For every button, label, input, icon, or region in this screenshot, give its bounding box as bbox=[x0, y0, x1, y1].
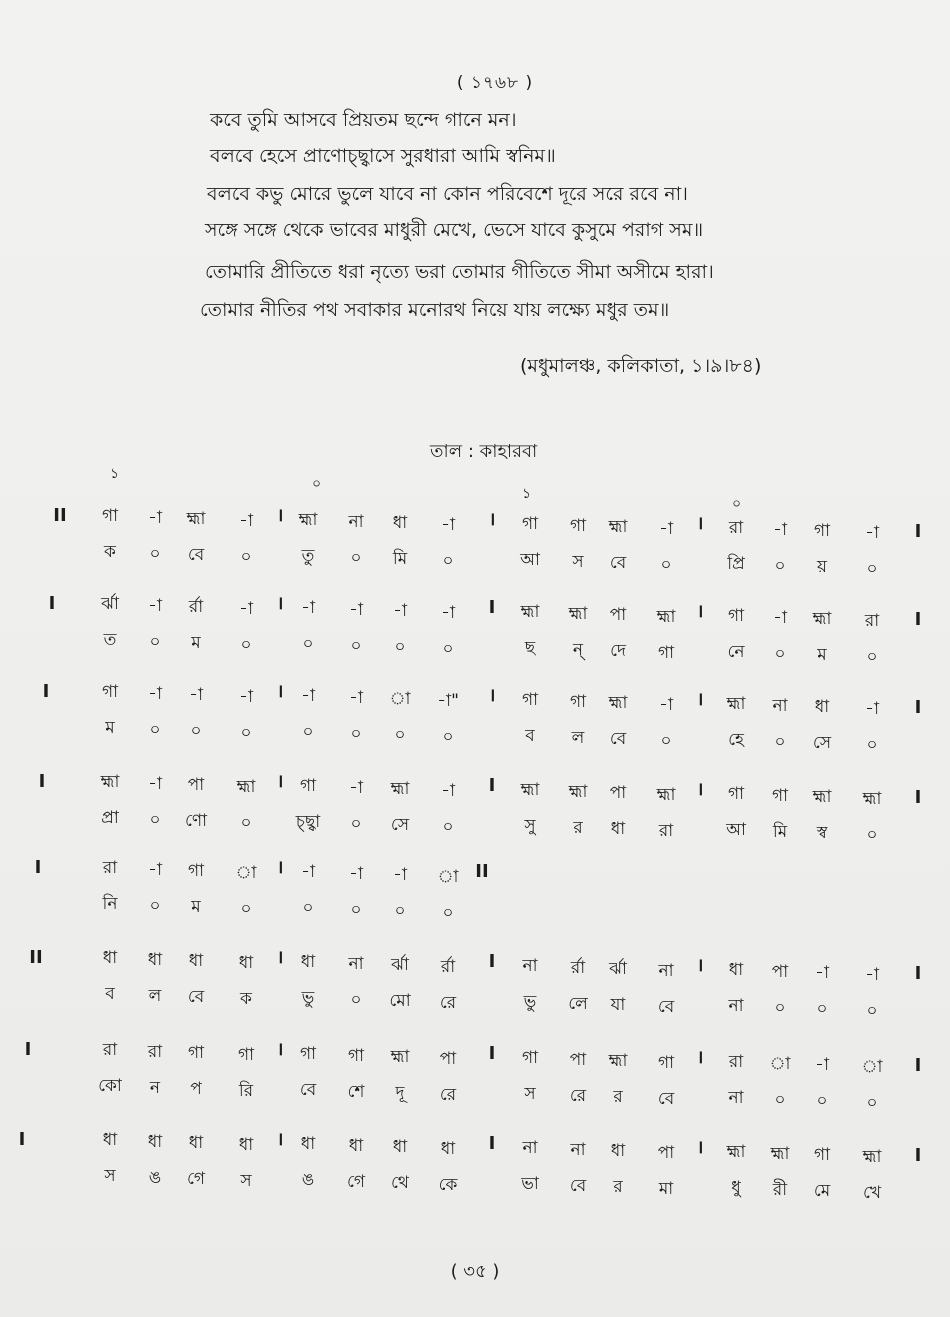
syllable: ০ bbox=[302, 898, 314, 918]
lyric-line-6: তোমার নীতির পথ সবাকার মনোরথ নিয়ে যায় লক্ষ্যে মধুর তম॥ bbox=[200, 299, 670, 321]
note: গা bbox=[347, 1045, 365, 1066]
measure-bar: । bbox=[488, 509, 496, 530]
note: পা bbox=[771, 961, 789, 982]
syllable: ল bbox=[571, 727, 585, 748]
note: গা bbox=[521, 514, 539, 534]
beat-mark-2: ০ bbox=[312, 476, 322, 492]
syllable: ল bbox=[148, 985, 162, 1006]
syllable: ০ bbox=[816, 1091, 828, 1111]
note: পা bbox=[657, 1142, 675, 1163]
note: গা bbox=[187, 1043, 205, 1063]
syllable: ম bbox=[105, 718, 115, 738]
lyric-line-5: তোমারি প্রীতিতে ধরা নৃত্যে ভরা তোমার গীতিতে সীমা অসীমে হারা। bbox=[205, 261, 714, 283]
note: -া bbox=[148, 595, 162, 616]
syllable: রে bbox=[439, 1084, 457, 1105]
syllable: চ্ছ্বা bbox=[295, 812, 321, 832]
note: হ্মা bbox=[726, 1142, 746, 1162]
syllable: ০ bbox=[350, 899, 362, 920]
syllable: গা bbox=[657, 642, 675, 663]
note: গা bbox=[299, 1044, 317, 1064]
measure-bar: । bbox=[696, 689, 704, 710]
note: গা bbox=[521, 690, 539, 710]
note: -া bbox=[659, 518, 673, 539]
note: -া bbox=[349, 599, 363, 620]
note: না bbox=[522, 1138, 538, 1158]
syllable: ০ bbox=[350, 723, 362, 744]
note: হ্মা bbox=[608, 693, 628, 713]
syllable: ০ bbox=[774, 997, 786, 1018]
syllable: স bbox=[104, 1166, 116, 1186]
syllable: ০ bbox=[240, 722, 252, 743]
note: রা bbox=[728, 518, 744, 538]
note: হ্মা bbox=[656, 606, 676, 627]
end-bar: II bbox=[475, 861, 489, 882]
note: র্রা bbox=[188, 597, 204, 617]
note: হ্মা bbox=[568, 781, 588, 802]
note: রা bbox=[864, 610, 880, 631]
note: া bbox=[437, 866, 459, 887]
measure-bar: । bbox=[276, 1039, 284, 1060]
syllable: ০ bbox=[149, 895, 161, 916]
syllable: ০ bbox=[442, 816, 454, 837]
end-bar: I bbox=[914, 963, 922, 984]
note: রা bbox=[102, 1040, 118, 1060]
note: ধা bbox=[188, 951, 204, 971]
syllable: ০ bbox=[350, 547, 362, 568]
note: গা bbox=[727, 606, 745, 626]
note: হ্মা bbox=[520, 602, 540, 622]
syllable: রী bbox=[772, 1179, 788, 1200]
note: -া" bbox=[437, 690, 459, 711]
syllable: ০ bbox=[816, 999, 828, 1019]
note: -া bbox=[865, 698, 879, 719]
note: গা bbox=[237, 1044, 255, 1065]
note: ধা bbox=[300, 1134, 316, 1154]
syllable: র bbox=[613, 1177, 623, 1197]
syllable: হে bbox=[728, 730, 744, 750]
note: -া bbox=[393, 865, 407, 885]
syllable: ০ bbox=[866, 734, 878, 755]
syllable: প্রি bbox=[727, 554, 745, 574]
end-bar: I bbox=[914, 1145, 922, 1166]
syllable: ০ bbox=[442, 902, 454, 923]
note: -া bbox=[349, 777, 363, 798]
syllable: বে bbox=[609, 553, 627, 573]
note: না bbox=[348, 511, 364, 532]
note: -া bbox=[441, 602, 455, 623]
syllable: ক bbox=[104, 542, 116, 562]
note: ধা bbox=[102, 1130, 118, 1150]
note: হ্মা bbox=[656, 784, 676, 805]
beat-mark-1: ১ bbox=[110, 466, 120, 482]
measure-bar: I bbox=[488, 597, 496, 618]
note: -া bbox=[393, 601, 407, 621]
syllable: ০ bbox=[866, 646, 878, 667]
note: -া bbox=[441, 780, 455, 801]
syllable: ভু bbox=[301, 988, 315, 1008]
note: -া bbox=[301, 598, 315, 618]
note: ধা bbox=[147, 949, 163, 970]
syllable: কে bbox=[438, 1174, 458, 1195]
syllable: ০ bbox=[240, 634, 252, 655]
syllable: ন্ bbox=[572, 639, 584, 660]
note: ধা bbox=[238, 1134, 254, 1155]
syllable: ০ bbox=[302, 722, 314, 742]
note: হ্মা bbox=[390, 1047, 410, 1067]
syllable: লে bbox=[568, 993, 588, 1014]
note: গা bbox=[657, 1052, 675, 1073]
note: া bbox=[861, 1056, 883, 1077]
measure-bar: । bbox=[696, 779, 704, 800]
syllable: শে bbox=[347, 1081, 365, 1102]
syllable: বে bbox=[657, 996, 675, 1017]
measure-bar: । bbox=[696, 955, 704, 976]
note: গা bbox=[813, 1145, 831, 1165]
note: র্ঝা bbox=[609, 959, 627, 979]
measure-bar: । bbox=[696, 1047, 704, 1068]
note: গা bbox=[187, 861, 205, 881]
syllable: ০ bbox=[442, 726, 454, 747]
measure-bar: I bbox=[488, 1133, 496, 1154]
start-bar: I bbox=[48, 593, 56, 614]
note: র্রা bbox=[440, 956, 456, 977]
note: না bbox=[522, 956, 538, 976]
syllable: নে bbox=[727, 642, 745, 662]
syllable: বে bbox=[657, 1088, 675, 1109]
measure-bar: । bbox=[276, 771, 284, 792]
syllable: সু bbox=[524, 816, 536, 836]
syllable: ০ bbox=[866, 1000, 878, 1021]
syllable: ০ bbox=[866, 1092, 878, 1113]
taal-heading: তাল : কাহারবা bbox=[430, 441, 538, 462]
syllable: ০ bbox=[774, 731, 786, 752]
lyric-line-4: সঙ্গে সঙ্গে থেকে ভাবের মাধুরী মেখে, ভেসে যাবে কুসুমে পরাগ সম॥ bbox=[205, 219, 704, 241]
note: গা bbox=[101, 506, 119, 526]
beat-mark-3: ১ bbox=[522, 486, 532, 502]
syllable: তু bbox=[301, 546, 315, 566]
note: না bbox=[772, 695, 788, 716]
note: হ্মা bbox=[390, 779, 410, 799]
note: ধা bbox=[392, 513, 408, 533]
syllable: মা bbox=[658, 1178, 674, 1199]
note: গা bbox=[813, 521, 831, 541]
syllable: রি bbox=[238, 1080, 254, 1101]
syllable: ০ bbox=[394, 901, 406, 921]
syllable: মো bbox=[389, 991, 411, 1011]
syllable: ০ bbox=[660, 554, 672, 575]
syllable: ব bbox=[525, 726, 535, 746]
syllable: বে bbox=[299, 1080, 317, 1100]
syllable: মে bbox=[813, 1181, 831, 1201]
note: র্ঝা bbox=[101, 594, 119, 614]
note: -া bbox=[349, 687, 363, 708]
syllable: র bbox=[573, 817, 583, 838]
syllable: থে bbox=[391, 1173, 409, 1193]
syllable: গে bbox=[186, 1169, 206, 1189]
note: -া bbox=[148, 683, 162, 704]
note: -া bbox=[865, 964, 879, 985]
syllable: স্ব bbox=[816, 823, 828, 843]
measure-bar: । bbox=[276, 947, 284, 968]
syllable: ম bbox=[191, 633, 201, 653]
beat-mark-4: ০ bbox=[732, 496, 742, 512]
syllable: ০ bbox=[442, 550, 454, 571]
note: গা bbox=[569, 515, 587, 536]
syllable: না bbox=[728, 1088, 744, 1108]
syllable: ভা bbox=[521, 1174, 539, 1194]
measure-bar: । bbox=[696, 513, 704, 534]
measure-bar: । bbox=[488, 685, 496, 706]
syllable: ০ bbox=[302, 634, 314, 654]
syllable: ০ bbox=[774, 555, 786, 576]
syllable: ণো bbox=[184, 811, 208, 831]
measure-bar: । bbox=[696, 601, 704, 622]
measure-bar: I bbox=[488, 951, 496, 972]
note: হ্মা bbox=[608, 517, 628, 537]
measure-bar: । bbox=[276, 1129, 284, 1150]
start-bar: II bbox=[29, 947, 43, 968]
syllable: বে bbox=[187, 987, 205, 1007]
note: হ্মা bbox=[186, 509, 206, 529]
syllable: ন bbox=[149, 1077, 161, 1098]
note: গা bbox=[771, 785, 789, 806]
note: -া bbox=[865, 522, 879, 543]
note: -া bbox=[148, 773, 162, 794]
syllable: মি bbox=[772, 821, 788, 842]
measure-bar: । bbox=[276, 593, 284, 614]
syllable: র bbox=[613, 1087, 623, 1107]
start-bar: I bbox=[42, 681, 50, 702]
note: র্ঝা bbox=[391, 955, 409, 975]
syllable: ঙ bbox=[148, 1167, 162, 1188]
syllable: ০ bbox=[350, 635, 362, 656]
syllable: ০ bbox=[240, 546, 252, 567]
note: রা bbox=[102, 858, 118, 878]
syllable: আ bbox=[520, 550, 540, 570]
syllable: ০ bbox=[149, 543, 161, 564]
note: হ্মা bbox=[520, 780, 540, 800]
start-bar: I bbox=[34, 857, 42, 878]
syllable: য় bbox=[816, 557, 828, 577]
syllable: স bbox=[524, 1084, 536, 1104]
start-bar: II bbox=[53, 505, 67, 526]
note: ধা bbox=[188, 1133, 204, 1153]
measure-bar: I bbox=[488, 775, 496, 796]
syllable: সে bbox=[812, 733, 832, 753]
syllable: ০ bbox=[394, 637, 406, 657]
start-bar: I bbox=[18, 1129, 26, 1150]
syllable: স bbox=[240, 1170, 252, 1191]
syllable: নি bbox=[102, 894, 118, 914]
syllable: দে bbox=[610, 641, 626, 661]
start-bar: I bbox=[24, 1039, 32, 1060]
note: -া bbox=[301, 862, 315, 882]
note: গা bbox=[299, 776, 317, 796]
end-bar: I bbox=[914, 697, 922, 718]
syllable: কো bbox=[98, 1076, 122, 1096]
syllable: ০ bbox=[866, 824, 878, 845]
note: পা bbox=[609, 605, 627, 625]
note: -া bbox=[773, 519, 787, 540]
note: হ্মা bbox=[236, 776, 256, 797]
note: র্রা bbox=[570, 957, 586, 978]
note: -া bbox=[148, 859, 162, 880]
note: া bbox=[389, 689, 411, 709]
note: হ্মা bbox=[862, 1146, 882, 1167]
note: গা bbox=[521, 1048, 539, 1068]
note: ধা bbox=[392, 1137, 408, 1157]
syllable: ০ bbox=[350, 989, 362, 1010]
note: -া bbox=[301, 686, 315, 706]
note: ধা bbox=[440, 1138, 456, 1159]
measure-bar: । bbox=[696, 1137, 704, 1158]
syllable: না bbox=[728, 996, 744, 1016]
note: -া bbox=[239, 510, 253, 531]
syllable: প bbox=[190, 1079, 202, 1099]
page-number: ( ৩৫ ) bbox=[450, 1261, 500, 1282]
note: ধা bbox=[610, 1141, 626, 1161]
syllable: ধু bbox=[731, 1178, 741, 1198]
note: গা bbox=[569, 691, 587, 712]
syllable: ০ bbox=[190, 721, 202, 741]
syllable: সে bbox=[390, 815, 410, 835]
note: -া bbox=[239, 686, 253, 707]
end-bar: I bbox=[914, 1055, 922, 1076]
end-bar: I bbox=[914, 609, 922, 630]
note: পা bbox=[569, 1049, 587, 1070]
note: হ্মা bbox=[726, 694, 746, 714]
note: ধা bbox=[300, 952, 316, 972]
syllable: খে bbox=[862, 1182, 882, 1203]
note: -া bbox=[815, 963, 829, 983]
measure-bar: । bbox=[276, 505, 284, 526]
note: -া bbox=[441, 514, 455, 535]
note: হ্মা bbox=[812, 609, 832, 629]
syllable: ধা bbox=[610, 819, 626, 839]
note: হ্মা bbox=[568, 603, 588, 624]
start-bar: I bbox=[38, 771, 46, 792]
syllable: ভু bbox=[523, 992, 537, 1012]
note: -া bbox=[349, 863, 363, 884]
syllable: ০ bbox=[240, 812, 252, 833]
note: -া bbox=[148, 507, 162, 528]
syllable: ০ bbox=[660, 730, 672, 751]
note: পা bbox=[187, 775, 205, 795]
end-bar: I bbox=[914, 521, 922, 542]
note: গা bbox=[727, 784, 745, 804]
note: ধা bbox=[348, 1135, 364, 1156]
syllable: বে bbox=[569, 1175, 587, 1196]
note: -া bbox=[815, 1055, 829, 1075]
lyric-line-2: বলবে হেসে প্রাণোচ্ছ্বাসে সুরধারা আমি স্বনিম॥ bbox=[210, 145, 556, 167]
note: রা bbox=[147, 1041, 163, 1062]
note: পা bbox=[439, 1048, 457, 1069]
syllable: ০ bbox=[394, 725, 406, 745]
syllable: ০ bbox=[149, 631, 161, 652]
syllable: ০ bbox=[149, 719, 161, 740]
syllable: স bbox=[572, 551, 584, 572]
note: ধা bbox=[147, 1131, 163, 1152]
syllable: ০ bbox=[442, 638, 454, 659]
measure-bar: I bbox=[488, 1043, 496, 1064]
note: হ্মা bbox=[298, 510, 318, 530]
note: হ্মা bbox=[862, 788, 882, 809]
note: না bbox=[570, 1139, 586, 1160]
note: া bbox=[769, 1053, 791, 1074]
note: -া bbox=[189, 685, 203, 705]
syllable: গে bbox=[346, 1171, 366, 1192]
note: -া bbox=[239, 598, 253, 619]
attribution: (মধুমালঞ্চ, কলিকাতা, ১।৯।৮৪) bbox=[520, 355, 762, 377]
syllable: রা bbox=[658, 820, 674, 841]
syllable: ০ bbox=[866, 558, 878, 579]
note: ধা bbox=[814, 697, 830, 717]
syllable: মি bbox=[392, 549, 408, 569]
note: পা bbox=[609, 783, 627, 803]
note: া bbox=[235, 862, 257, 883]
end-bar: I bbox=[914, 787, 922, 808]
syllable: ০ bbox=[350, 813, 362, 834]
note: ধা bbox=[102, 948, 118, 968]
note: গা bbox=[101, 682, 119, 702]
syllable: আ bbox=[726, 820, 746, 840]
lyric-line-3: বলবে কভু মোরে ভুলে যাবে না কোন পরিবেশে দূরে সরে রবে না। bbox=[207, 183, 688, 205]
note: -া bbox=[659, 694, 673, 715]
syllable: ক bbox=[240, 988, 252, 1009]
song-number: ( ১৭৬৮ ) bbox=[456, 73, 534, 93]
syllable: ত bbox=[103, 630, 117, 650]
syllable: প্রা bbox=[101, 808, 119, 828]
note: ধা bbox=[728, 960, 744, 980]
note: -া bbox=[773, 607, 787, 628]
syllable: ম bbox=[191, 897, 201, 917]
syllable: রে bbox=[569, 1085, 587, 1106]
note: হ্মা bbox=[100, 772, 120, 792]
syllable: বে bbox=[187, 545, 205, 565]
syllable: ০ bbox=[774, 643, 786, 664]
note: হ্মা bbox=[608, 1051, 628, 1071]
note: ধা bbox=[238, 952, 254, 973]
measure-bar: । bbox=[276, 857, 284, 878]
syllable: ব bbox=[105, 984, 115, 1004]
note: না bbox=[658, 960, 674, 981]
note: হ্মা bbox=[812, 787, 832, 807]
syllable: ছ bbox=[524, 638, 536, 658]
lyric-line-1: কবে তুমি আসবে প্রিয়তম ছন্দে গানে মন। bbox=[210, 109, 517, 131]
syllable: রে bbox=[439, 992, 457, 1013]
syllable: বে bbox=[609, 729, 627, 749]
syllable: ০ bbox=[774, 1089, 786, 1110]
syllable: যা bbox=[610, 995, 626, 1015]
syllable: ম bbox=[817, 645, 827, 665]
syllable: দূ bbox=[395, 1083, 405, 1103]
measure-bar: । bbox=[276, 681, 284, 702]
note: রা bbox=[728, 1052, 744, 1072]
syllable: ০ bbox=[149, 809, 161, 830]
note: হ্মা bbox=[770, 1143, 790, 1164]
syllable: ০ bbox=[240, 898, 252, 919]
syllable: ঙ bbox=[301, 1170, 315, 1190]
note: না bbox=[348, 953, 364, 974]
